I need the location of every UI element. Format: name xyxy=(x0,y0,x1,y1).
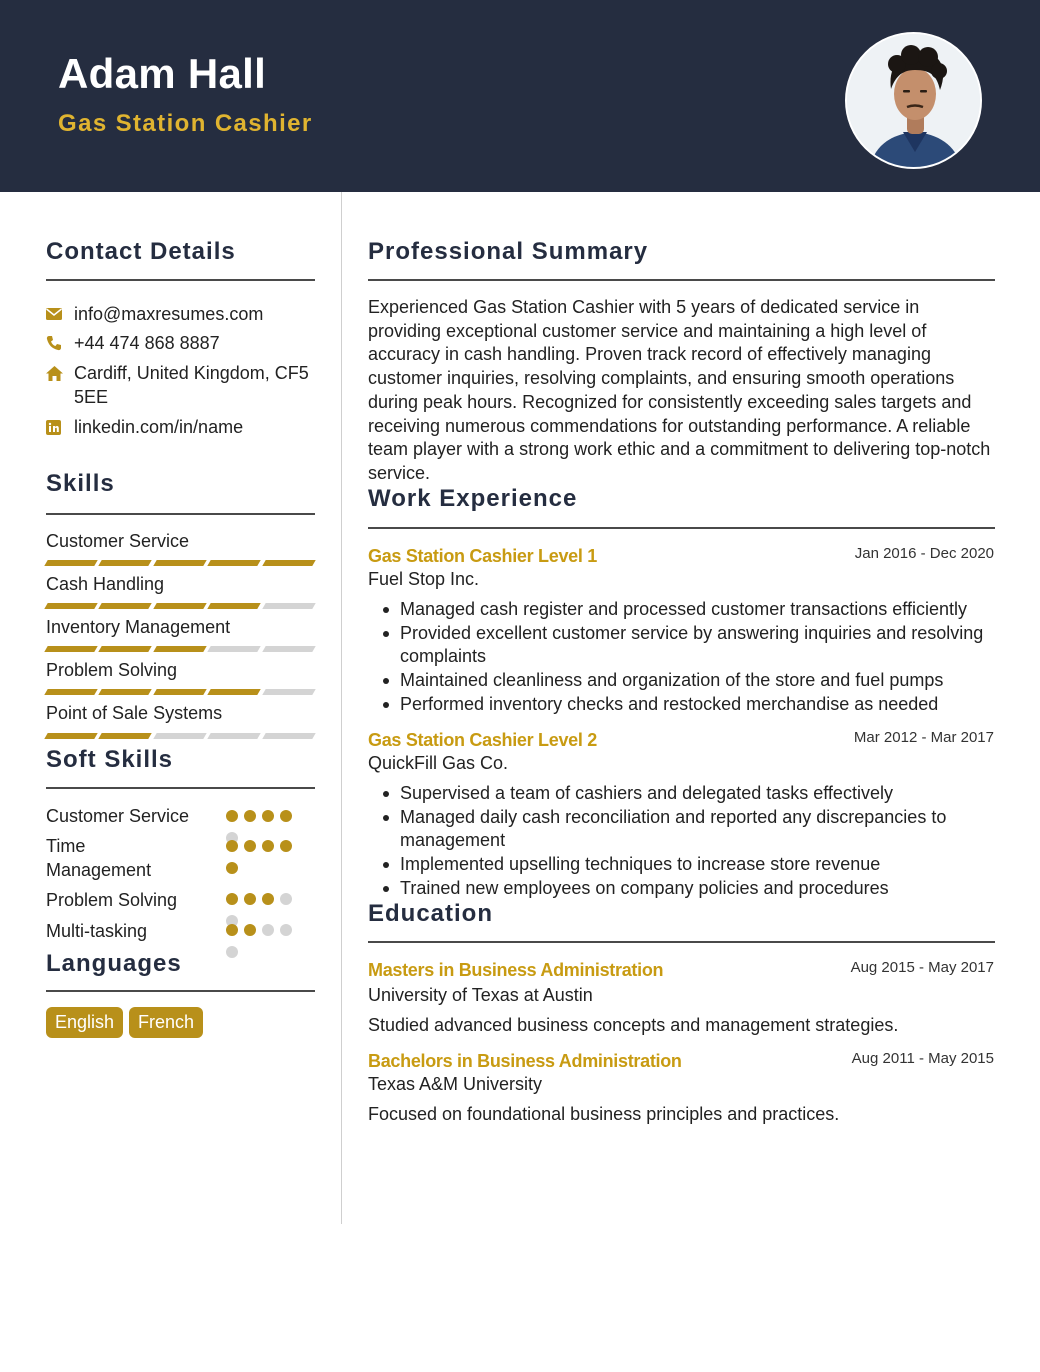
rating-dot xyxy=(226,862,238,874)
skill-bar-segment xyxy=(44,733,98,739)
contact-rule xyxy=(46,279,315,281)
skill-bar-segment xyxy=(207,733,261,739)
skill-bar-segment xyxy=(44,560,98,566)
experience-rule xyxy=(368,527,995,529)
language-badge: English xyxy=(46,1007,123,1038)
linkedin-icon xyxy=(46,415,74,439)
profile-photo xyxy=(845,32,982,169)
skill-bar xyxy=(46,603,314,609)
degree-dates: Aug 2015 - May 2017 xyxy=(850,959,994,976)
skills-rule xyxy=(46,513,315,515)
phone-text[interactable]: +44 474 868 8887 xyxy=(74,333,220,353)
rating-dot xyxy=(262,840,274,852)
skill-bar-segment xyxy=(44,646,98,652)
skill-bar-segment xyxy=(207,646,261,652)
rating-dot xyxy=(244,893,256,905)
email-text[interactable]: info@maxresumes.com xyxy=(74,304,264,324)
contact-linkedin xyxy=(46,415,314,439)
skill-bar-segment xyxy=(207,603,261,609)
school-name: Texas A&M University xyxy=(368,1074,543,1094)
home-icon xyxy=(46,361,74,385)
contact-heading: Contact Details xyxy=(46,238,236,265)
skill-bar-segment xyxy=(262,646,316,652)
contact-phone xyxy=(46,331,314,355)
job-dates: Jan 2016 - Dec 2020 xyxy=(854,545,994,562)
languages-rule xyxy=(46,990,315,992)
soft-skill-dots xyxy=(226,924,300,958)
contact-address xyxy=(46,361,314,409)
job-company: Fuel Stop Inc. xyxy=(368,569,480,589)
soft-skill-label: Problem Solving xyxy=(46,890,178,910)
education-rule xyxy=(368,941,995,943)
rating-dot xyxy=(262,924,274,936)
rating-dot xyxy=(244,840,256,852)
job-role: Gas Station Cashier Level 2 xyxy=(368,730,597,750)
envelope-icon xyxy=(46,302,74,326)
rating-dot xyxy=(262,810,274,822)
bullet-item: Maintained cleanliness and organization of the store and fuel pumps xyxy=(382,669,996,693)
skill-bar-segment xyxy=(44,689,98,695)
summary-text: Experienced Gas Station Cashier with 5 years of dedicated service in providing exceptional customer service and maintaining a high level of accuracy in cash handling. Proven track record of effectively managing customer inquiries, resolving complaints, and ensuring smooth operations during peak hours. Recognized for consistently exceeding sales targets and receiving numerous commendations for outstanding performance. A reliable team player with a strong work ethic and a commitment to delivering top-notch service. xyxy=(368,297,991,483)
skill-bar xyxy=(46,733,314,739)
skill-bar xyxy=(46,689,314,695)
rating-dot xyxy=(280,924,292,936)
soft-skill-label: Customer Service xyxy=(46,806,190,826)
skill-bar-segment xyxy=(262,733,316,739)
summary-heading: Professional Summary xyxy=(368,238,649,265)
language-badge: French xyxy=(129,1007,203,1038)
bullet-item: Managed cash register and processed customer transactions efficiently xyxy=(382,598,996,622)
address-text: Cardiff, United Kingdom, CF5 5EE xyxy=(74,363,309,407)
skill-bar-segment xyxy=(207,689,261,695)
skill-bar-segment xyxy=(153,733,207,739)
skill-label: Cash Handling xyxy=(46,574,165,594)
experience-heading: Work Experience xyxy=(368,485,578,512)
rating-dot xyxy=(244,810,256,822)
skill-bar-segment xyxy=(262,689,316,695)
bullet-item: Trained new employees on company policies and procedures xyxy=(382,877,996,901)
soft-skill-dots xyxy=(226,893,300,927)
skill-bar-segment xyxy=(99,689,153,695)
portrait-illustration xyxy=(847,34,982,169)
skill-bar-segment xyxy=(262,603,316,609)
degree-title: Bachelors in Business Administration xyxy=(368,1051,682,1071)
soft-skill-label: Multi-tasking xyxy=(46,921,148,941)
bullet-item: Provided excellent customer service by answering inquiries and resolving complaints xyxy=(382,622,996,669)
rating-dot xyxy=(262,893,274,905)
skill-bar xyxy=(46,646,314,652)
skill-bar-segment xyxy=(153,560,207,566)
degree-description: Focused on foundational business principles and practices. xyxy=(368,1104,840,1124)
languages-heading: Languages xyxy=(46,950,182,977)
rating-dot xyxy=(226,893,238,905)
skill-label: Inventory Management xyxy=(46,617,231,637)
skill-bar-segment xyxy=(262,560,316,566)
skill-label: Problem Solving xyxy=(46,660,178,680)
soft-skill-dots xyxy=(226,810,300,844)
job-role: Gas Station Cashier Level 1 xyxy=(368,546,597,566)
skill-bar xyxy=(46,560,314,566)
bullet-item: Supervised a team of cashiers and delegated tasks effectively xyxy=(382,782,996,806)
skill-bar-segment xyxy=(99,603,153,609)
rating-dot xyxy=(280,810,292,822)
rating-dot xyxy=(226,810,238,822)
skill-bar-segment xyxy=(99,733,153,739)
phone-icon xyxy=(46,331,74,355)
job-company: QuickFill Gas Co. xyxy=(368,753,509,773)
resume-header xyxy=(0,0,1040,192)
school-name: University of Texas at Austin xyxy=(368,985,593,1005)
skill-bar-segment xyxy=(44,603,98,609)
rating-dot xyxy=(280,893,292,905)
rating-dot xyxy=(226,924,238,936)
soft-skill-label: Time Management xyxy=(46,836,152,880)
skill-bar-segment xyxy=(99,560,153,566)
linkedin-text[interactable]: linkedin.com/in/name xyxy=(74,417,244,437)
rating-dot xyxy=(280,840,292,852)
rating-dot xyxy=(226,840,238,852)
bullet-item: Performed inventory checks and restocked merchandise as needed xyxy=(382,693,996,717)
soft-skill-dots xyxy=(226,840,300,874)
skill-bar-segment xyxy=(153,603,207,609)
soft-skills-heading: Soft Skills xyxy=(46,746,174,773)
skill-label: Point of Sale Systems xyxy=(46,703,223,723)
skill-bar-segment xyxy=(99,646,153,652)
skill-label: Customer Service xyxy=(46,531,190,551)
rating-dot xyxy=(226,946,238,958)
bullet-item: Managed daily cash reconciliation and reported any discrepancies to management xyxy=(382,806,996,853)
candidate-name: Adam Hall xyxy=(58,50,267,97)
job-bullets xyxy=(382,782,996,901)
skill-bar-segment xyxy=(153,689,207,695)
bullet-item: Implemented upselling techniques to increase store revenue xyxy=(382,853,996,877)
summary-rule xyxy=(368,279,995,281)
soft-skills-rule xyxy=(46,787,315,789)
job-bullets xyxy=(382,598,996,717)
candidate-title: Gas Station Cashier xyxy=(58,110,313,137)
job-dates: Mar 2012 - Mar 2017 xyxy=(853,729,994,746)
column-divider xyxy=(341,192,342,1224)
skill-bar-segment xyxy=(207,560,261,566)
contact-email xyxy=(46,302,314,326)
degree-title: Masters in Business Administration xyxy=(368,960,664,980)
skills-heading: Skills xyxy=(46,470,115,497)
rating-dot xyxy=(244,924,256,936)
skill-bar-segment xyxy=(153,646,207,652)
degree-dates: Aug 2011 - May 2015 xyxy=(851,1050,994,1067)
education-heading: Education xyxy=(368,900,494,927)
degree-description: Studied advanced business concepts and management strategies. xyxy=(368,1015,899,1035)
